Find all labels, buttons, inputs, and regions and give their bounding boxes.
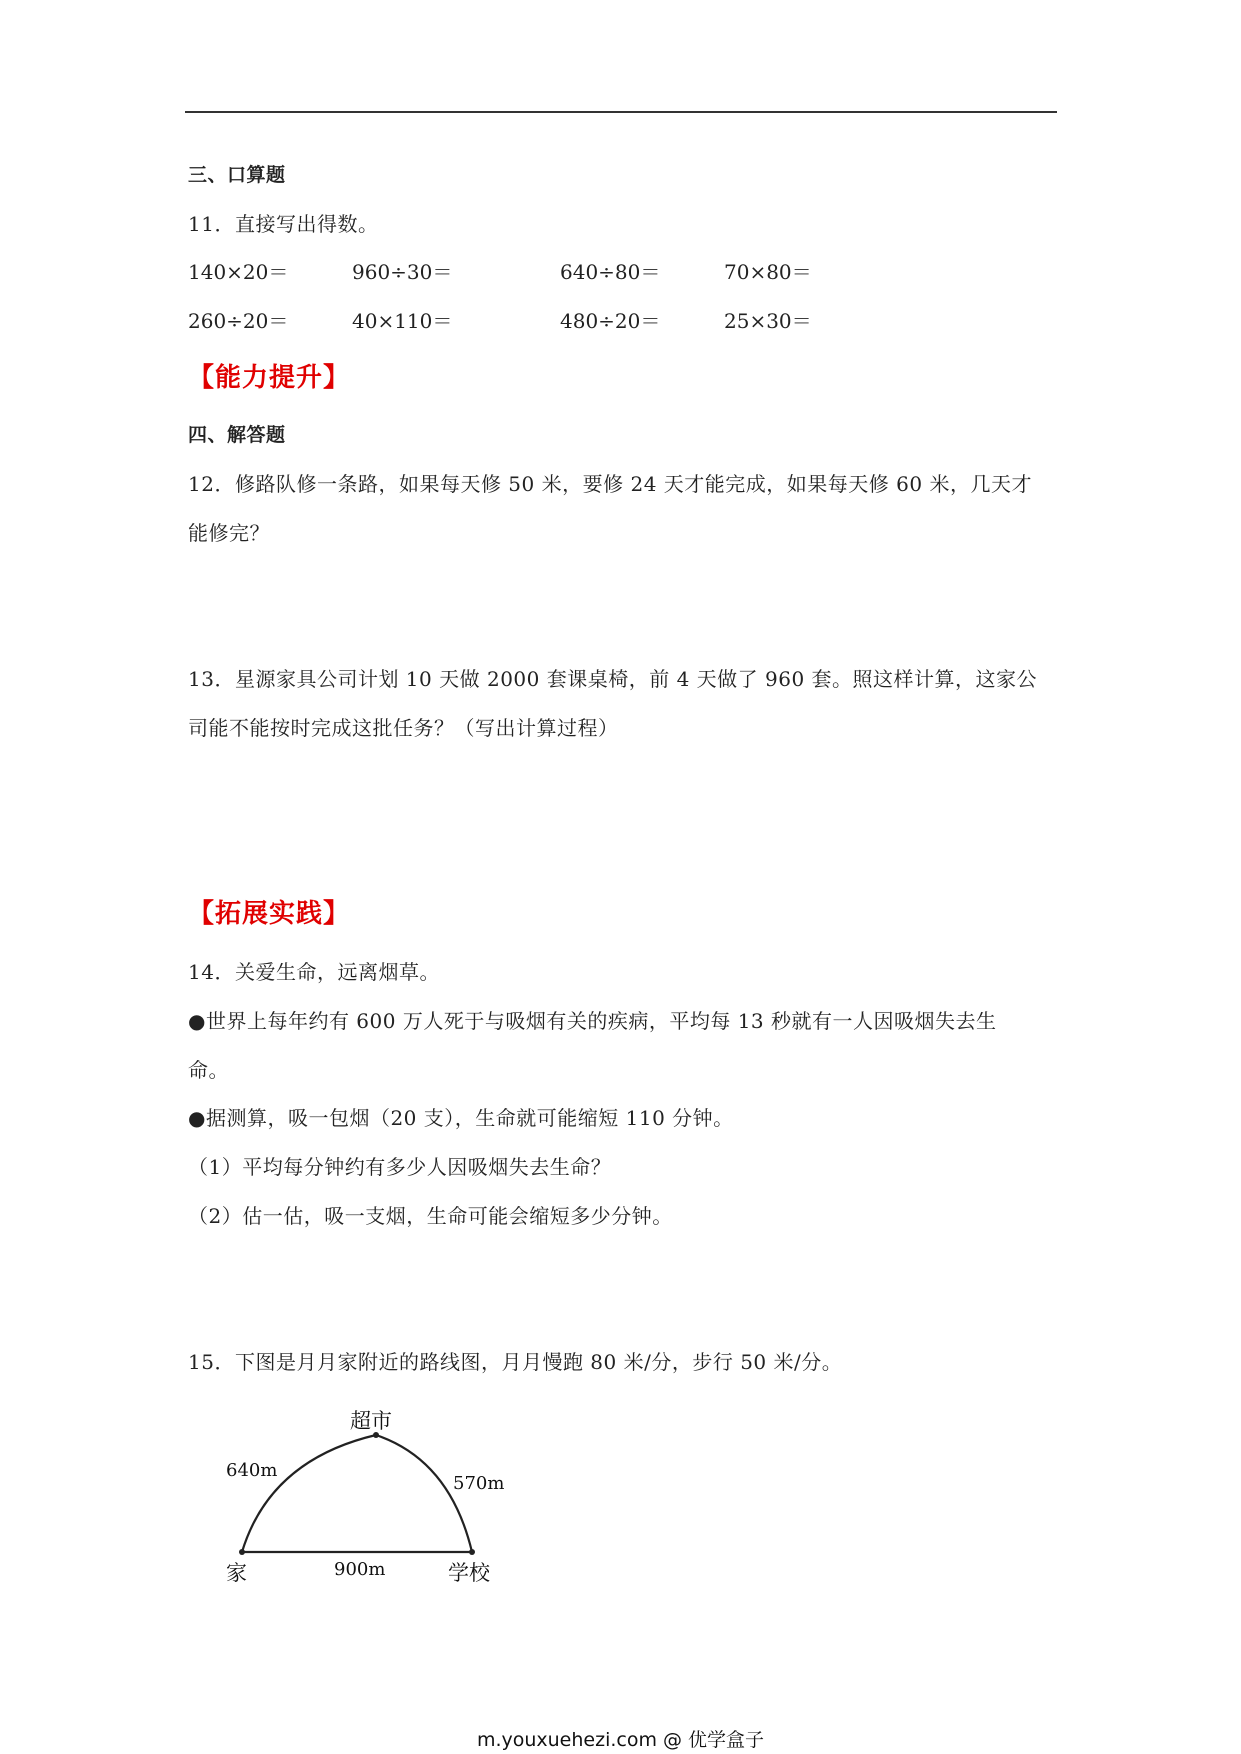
distance-home-school: 900m [334,1559,386,1580]
section-3-heading: 三、口算题 [188,164,286,186]
route-diagram [210,1400,520,1600]
banner-extension: 【拓展实践】 [188,899,351,929]
question-14-bullet1-line2: 命。 [188,1058,229,1082]
arc-home-supermarket [242,1435,376,1552]
top-rule [185,111,1057,113]
supermarket-label: 超市 [350,1409,392,1433]
distance-supermarket-school: 570m [453,1473,505,1494]
calc-item: 40×110＝ [352,309,453,333]
calc-item: 960÷30＝ [352,260,453,284]
question-14-sub2: （2）估一估，吸一支烟，生命可能会缩短多少分钟。 [188,1204,673,1228]
banner-ability: 【能力提升】 [188,363,351,393]
distance-home-supermarket: 640m [226,1460,278,1481]
school-label: 学校 [448,1561,490,1585]
calc-item: 140×20＝ [188,260,289,284]
question-13-line2: 司能不能按时完成这批任务？（写出计算过程） [188,716,619,740]
calc-item: 25×30＝ [724,309,812,333]
question-12-line2: 能修完？ [188,521,270,545]
question-13-line1: 13．星源家具公司计划 10 天做 2000 套课桌椅，前 4 天做了 960 套。照这样计算，这家公 [188,667,1038,691]
calc-item: 70×80＝ [724,260,812,284]
section-4-heading: 四、解答题 [188,424,286,446]
home-point [239,1549,245,1555]
question-12-line1: 12．修路队修一条路，如果每天修 50 米，要修 24 天才能完成，如果每天修 60 米，几天才 [188,472,1032,496]
calc-item: 260÷20＝ [188,309,289,333]
question-14-sub1: （1）平均每分钟约有多少人因吸烟失去生命？ [188,1155,612,1179]
question-14-bullet2: ●据测算，吸一包烟（20 支），生命就可能缩短 110 分钟。 [188,1106,734,1130]
calc-item: 640÷80＝ [560,260,661,284]
school-point [469,1549,475,1555]
question-15: 15．下图是月月家附近的路线图，月月慢跑 80 米/分，步行 50 米/分。 [188,1350,843,1374]
footer-watermark: m.youxuehezi.com @ 优学盒子 [476,1729,765,1751]
question-14-title: 14．关爱生命，远离烟草。 [188,960,440,984]
calc-item: 480÷20＝ [560,309,661,333]
question-11: 11．直接写出得数。 [188,212,379,236]
home-label: 家 [226,1561,247,1585]
question-14-bullet1-line1: ●世界上每年约有 600 万人死于与吸烟有关的疾病，平均每 13 秒就有一人因吸烟失去生 [188,1009,997,1033]
